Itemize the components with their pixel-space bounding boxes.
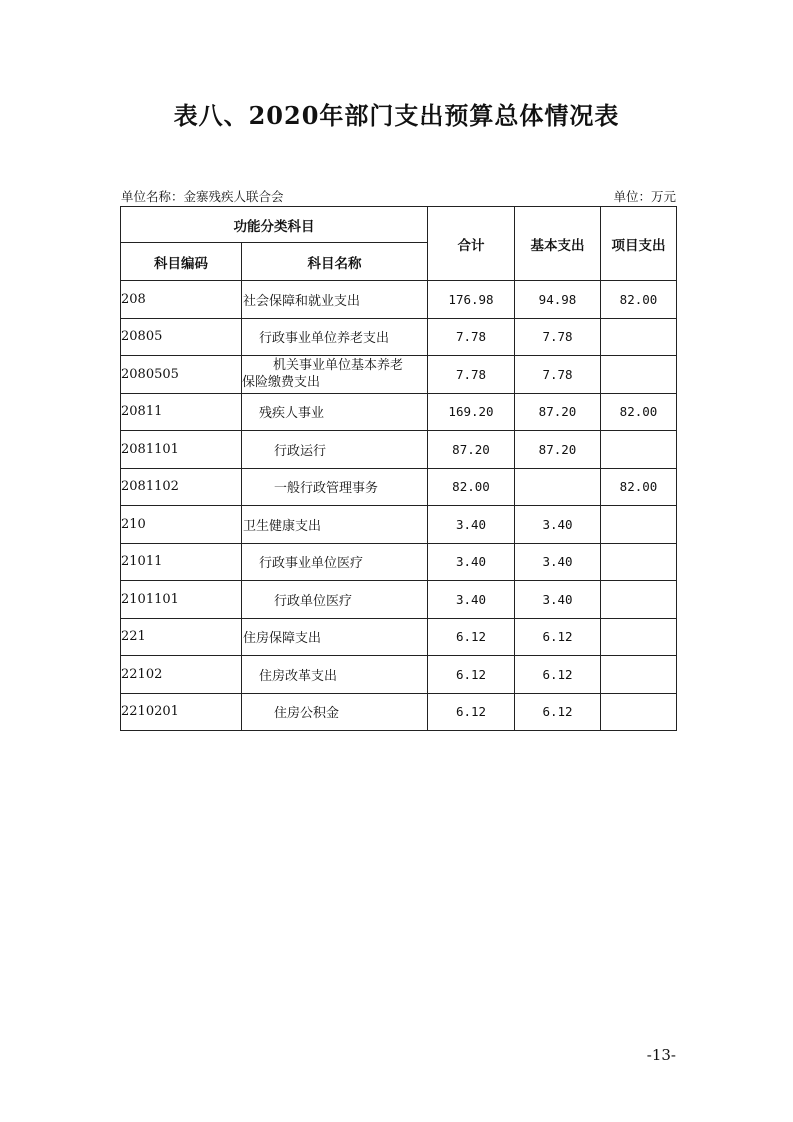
cell-project [601, 431, 677, 469]
table-row [121, 318, 677, 356]
table-row [121, 656, 677, 694]
header-project: 项目支出 [601, 207, 677, 281]
cell-code: 2080505 [121, 356, 242, 394]
cell-name: 行政单位医疗 [242, 581, 428, 619]
cell-code: 221 [121, 618, 242, 656]
cell-project: 82.00 [601, 281, 677, 319]
table-row [121, 693, 677, 731]
unit-label: 单位：万元 [613, 189, 676, 204]
cell-total: 6.12 [428, 618, 515, 656]
cell-project [601, 581, 677, 619]
cell-total: 3.40 [428, 506, 515, 544]
page-number: -13- [646, 1046, 676, 1064]
cell-project [601, 656, 677, 694]
cell-code: 22102 [121, 656, 242, 694]
cell-project [601, 506, 677, 544]
cell-project [601, 356, 677, 394]
cell-name: 残疾人事业 [242, 393, 428, 431]
cell-name: 住房改革支出 [242, 656, 428, 694]
table-row [121, 431, 677, 469]
cell-total: 169.20 [428, 393, 515, 431]
cell-project: 82.00 [601, 468, 677, 506]
cell-project [601, 543, 677, 581]
header-basic: 基本支出 [515, 207, 601, 281]
header-code: 科目编码 [121, 243, 242, 281]
cell-total: 6.12 [428, 656, 515, 694]
table-row [121, 581, 677, 619]
table-row [121, 468, 677, 506]
cell-total: 82.00 [428, 468, 515, 506]
cell-code: 20805 [121, 318, 242, 356]
table-row [121, 618, 677, 656]
header-name: 科目名称 [242, 243, 428, 281]
cell-name: 一般行政管理事务 [242, 468, 428, 506]
cell-code: 2081102 [121, 468, 242, 506]
header-functional: 功能分类科目 [121, 207, 428, 243]
cell-code: 2101101 [121, 581, 242, 619]
cell-total: 176.98 [428, 281, 515, 319]
cell-name: 行政事业单位医疗 [242, 543, 428, 581]
cell-total: 7.78 [428, 318, 515, 356]
cell-basic: 87.20 [515, 393, 601, 431]
cell-basic: 7.78 [515, 318, 601, 356]
header-total: 合计 [428, 207, 515, 281]
unit-name: 单位名称：金寨残疾人联合会 [121, 189, 284, 204]
cell-total: 3.40 [428, 581, 515, 619]
table-row [121, 543, 677, 581]
cell-project: 82.00 [601, 393, 677, 431]
cell-name: 住房公积金 [242, 693, 428, 731]
cell-code: 210 [121, 506, 242, 544]
cell-basic: 3.40 [515, 581, 601, 619]
table-row [121, 281, 677, 319]
cell-name [242, 356, 428, 394]
page-title: 表八、2020年部门支出预算总体情况表 [173, 101, 620, 130]
cell-name-line1: 机关事业单位基本养老 [273, 358, 404, 374]
cell-name: 住房保障支出 [242, 618, 428, 656]
cell-name: 卫生健康支出 [242, 506, 428, 544]
cell-total: 6.12 [428, 693, 515, 731]
cell-total: 87.20 [428, 431, 515, 469]
cell-project [601, 618, 677, 656]
cell-name: 社会保障和就业支出 [242, 281, 428, 319]
cell-basic: 3.40 [515, 543, 601, 581]
cell-basic: 94.98 [515, 281, 601, 319]
cell-basic: 7.78 [515, 356, 601, 394]
table-row [121, 393, 677, 431]
cell-code: 20811 [121, 393, 242, 431]
table-row [121, 356, 677, 394]
cell-name: 行政事业单位养老支出 [242, 318, 428, 356]
cell-basic: 6.12 [515, 656, 601, 694]
cell-name-line2: 保险缴费支出 [242, 375, 321, 391]
cell-total: 7.78 [428, 356, 515, 394]
cell-code: 208 [121, 281, 242, 319]
cell-basic [515, 468, 601, 506]
cell-project [601, 693, 677, 731]
cell-code: 2210201 [121, 693, 242, 731]
table-row [121, 506, 677, 544]
cell-total: 3.40 [428, 543, 515, 581]
cell-project [601, 318, 677, 356]
cell-name: 行政运行 [242, 431, 428, 469]
cell-basic: 87.20 [515, 431, 601, 469]
cell-basic: 3.40 [515, 506, 601, 544]
cell-code: 2081101 [121, 431, 242, 469]
budget-table [120, 206, 677, 731]
cell-code: 21011 [121, 543, 242, 581]
cell-basic: 6.12 [515, 618, 601, 656]
cell-basic: 6.12 [515, 693, 601, 731]
